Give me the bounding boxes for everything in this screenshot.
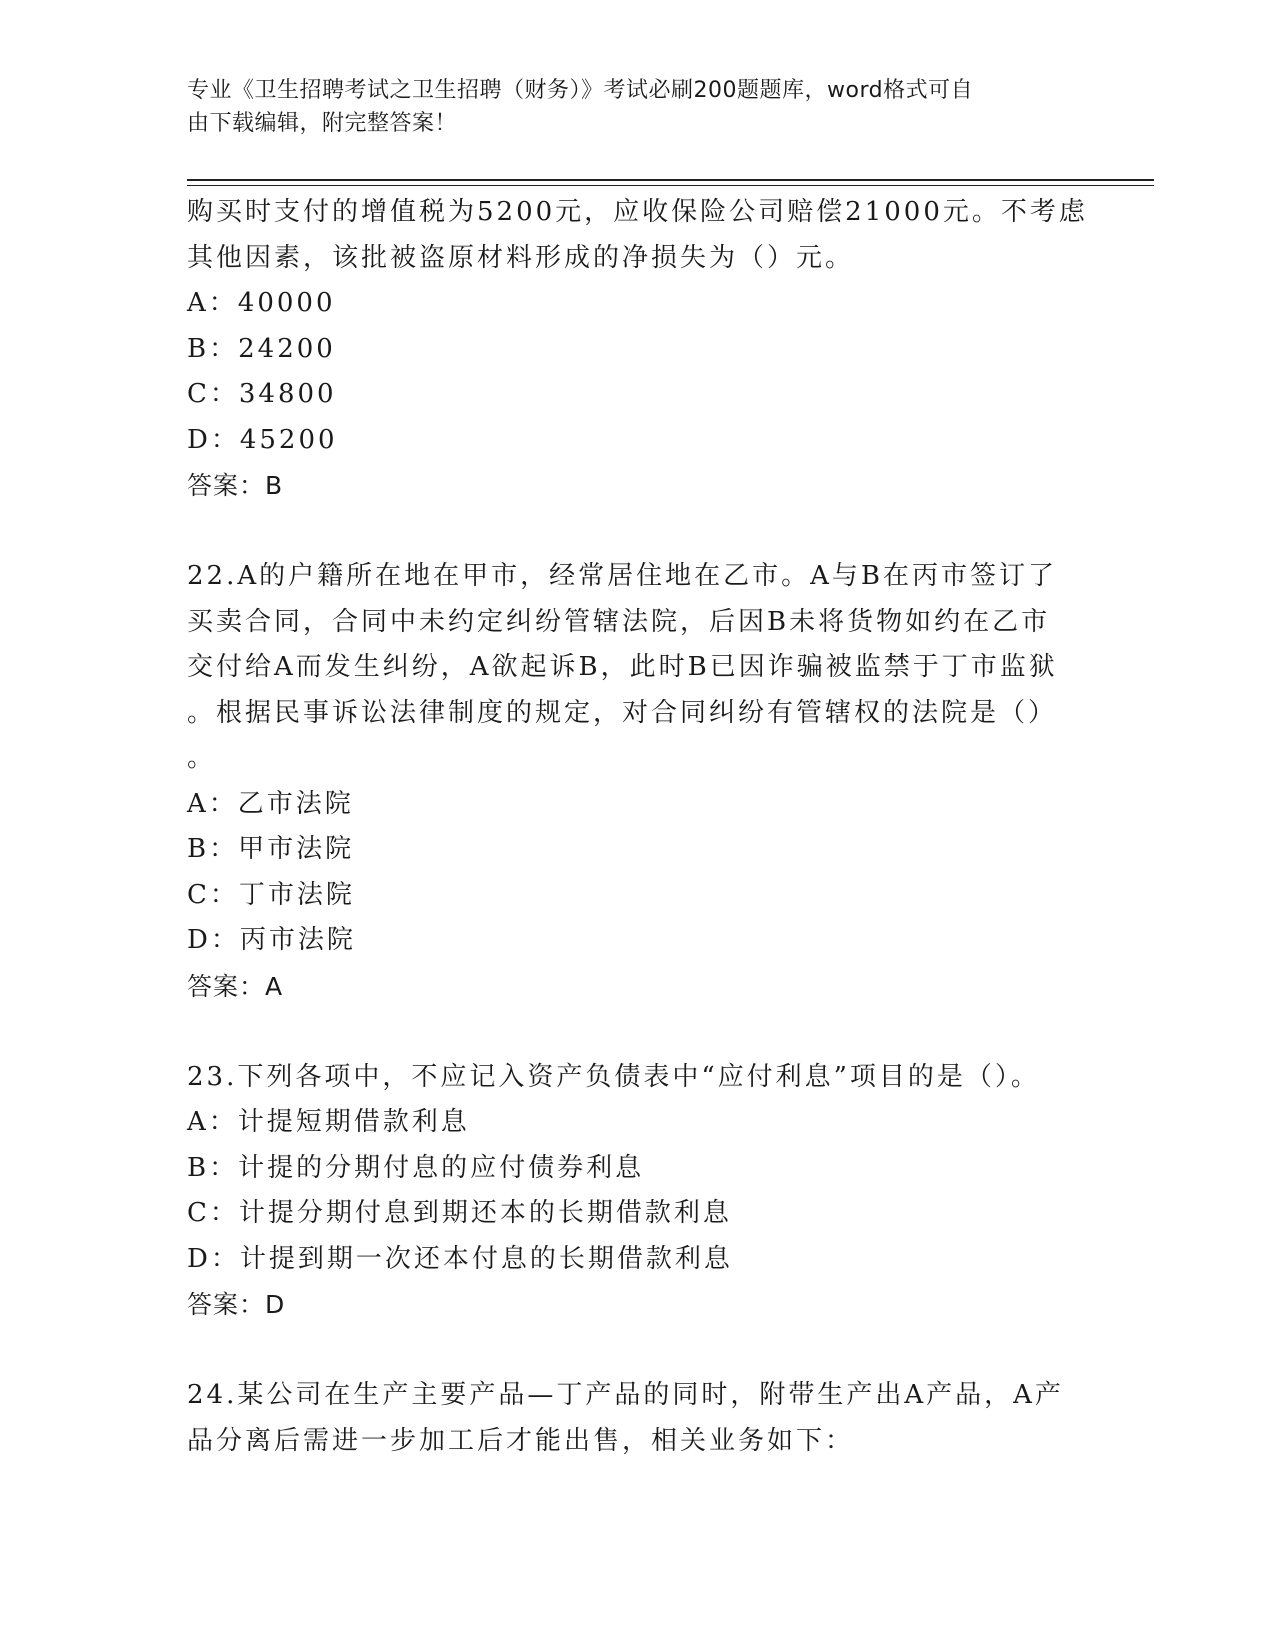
- option-b: B：甲市法院: [187, 834, 355, 864]
- question-24: [187, 1373, 1087, 1464]
- header-line-2: 由下载编辑，附完整答案！: [187, 111, 458, 136]
- question-spacer: [187, 509, 1087, 555]
- question-stem-line: 。根据民事诉讼法律制度的规定，对合同纠纷有管辖权的法院是（）: [187, 697, 1058, 728]
- question-stem-line: 22.A的户籍所在地在甲市，经常居住地在乙市。A与B在丙市签订了: [187, 561, 1058, 591]
- option-c: C：34800: [187, 379, 337, 409]
- question-stem-line: 买卖合同，合同中未约定纠纷管辖法院，后因B未将货物如约在乙市: [187, 606, 1051, 637]
- question-list: [187, 190, 1087, 1464]
- question-stem-line: 24.某公司在生产主要产品—丁产品的同时，附带生产出A产品，A产: [187, 1380, 1064, 1410]
- option-d: D：丙市法院: [187, 925, 356, 955]
- header-divider-thick: [187, 179, 1154, 181]
- option-b: B：计提的分期付息的应付债券利息: [187, 1152, 645, 1183]
- answer-line: 答案：D: [187, 1290, 286, 1319]
- question-spacer: [187, 1328, 1087, 1374]
- option-a: A：乙市法院: [187, 788, 354, 819]
- answer-line: 答案：B: [187, 471, 284, 500]
- question-22: [187, 554, 1087, 1009]
- option-a: A：计提短期借款利息: [187, 1107, 470, 1137]
- option-d: D：计提到期一次还本付息的长期借款利息: [187, 1243, 733, 1274]
- option-d: D：45200: [187, 424, 338, 455]
- question-stem-line: 23.下列各项中，不应记入资产负债表中“应付利息”项目的是（）。: [187, 1061, 1040, 1092]
- option-a: A：40000: [187, 288, 336, 318]
- header-divider-thin: [187, 185, 1154, 186]
- question-stem-line: 品分离后需进一步加工后才能出售，相关业务如下：: [187, 1425, 855, 1456]
- answer-line: 答案：A: [187, 971, 284, 1001]
- question-stem-line: 其他因素，该批被盗原材料形成的净损失为（）元。: [187, 242, 855, 273]
- option-b: B：24200: [187, 333, 336, 364]
- question-23: [187, 1055, 1087, 1328]
- question-stem-line: 购买时支付的增值税为5200元，应收保险公司赔偿21000元。不考虑: [187, 197, 1088, 227]
- header-line-1: 专业《卫生招聘考试之卫生招聘（财务）》考试必刷200题题库，word格式可自: [187, 78, 974, 103]
- question-stem-line: 。: [187, 743, 217, 773]
- question-stem-line: 交付给A而发生纠纷，A欲起诉B，此时B已因诈骗被监禁于丁市监狱: [187, 652, 1058, 682]
- option-c: C：计提分期付息到期还本的长期借款利息: [187, 1198, 732, 1228]
- page-header: [187, 74, 1067, 140]
- question-21: [187, 190, 1087, 509]
- question-spacer: [187, 1009, 1087, 1055]
- option-c: C：丁市法院: [187, 879, 355, 910]
